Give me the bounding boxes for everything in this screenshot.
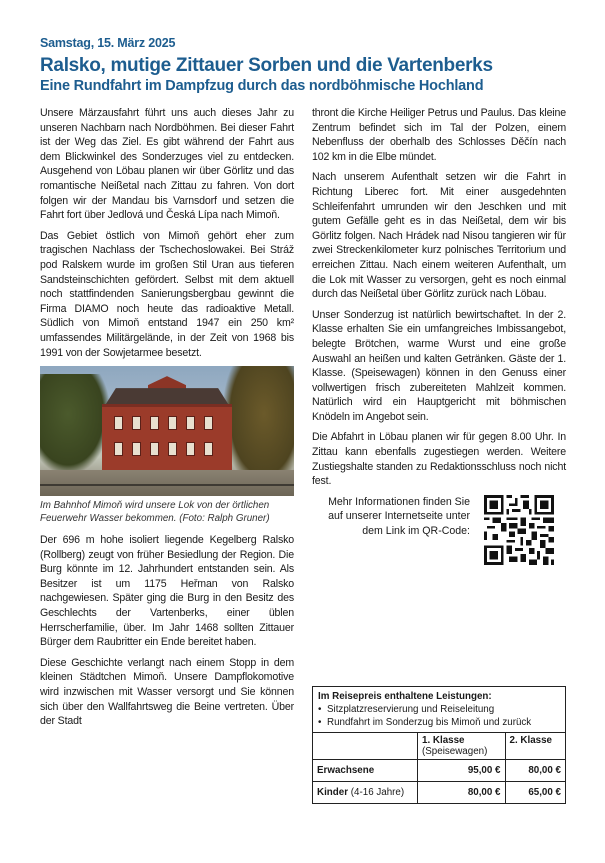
included-services-list [313,703,565,732]
article-subtitle: Eine Rundfahrt im Dampfzug durch das nordböhmische Hochland [40,78,484,94]
paragraph: Nach unserem Aufenthalt setzen wir die Fahrt in Richtung Liberec fort. Mit einer ausgedehnten Schleifenfahrt umrunden wir den Jeschken und mit gutem Gefälle geht es in das Neißetal, dem wir bis Görlitz folgen. Nach Hrádek nad Nisou tangieren wir für zwei Streckenkilometer kurz polnisches Territorium und erreichen Zittau. Nach einem weiteren Aufenthalt, um die Lok mit Wasser zu versorgen, geht es noch einmal durch das Neißetal über Görlitz zurück nach Löbau. [312,171,566,301]
col-first-class-sub: (Speisewagen) [422,746,488,757]
price-table [313,732,565,803]
paragraph: Der 696 m hohe isoliert liegende Kegelberg Ralsko (Rollberg) zeugt von früher Besiedlung der Region. Die Burg könnte im 12. Jahrhundert entstanden sein. Als Besitzer ist um 1175 Heřman von Ralsko nachgewiesen. Später ging die Burg in den Besitz des Geschlechts der Vartenberks, einer üblen Herrscherfamilie, über. Im Jahr 1468 sollten Zittauer Bürger dem Raubritter ein Ende bereitet haben. [40,534,294,649]
article-title: Ralsko, mutige Zittauer Sorben und die Vartenberks [40,55,493,76]
qr-text: Mehr Informationen finden Sie auf unserer Internetseite unter dem Link im QR-Code: [328,495,470,538]
price-first-class: 95,00 € [418,760,506,782]
price-box-heading: Im Reisepreis enthaltene Leistungen: [318,691,492,702]
price-second-class: 65,00 € [505,782,565,804]
qr-code-icon[interactable] [484,495,554,565]
price-first-class: 80,00 € [418,782,506,804]
paragraph: Unsere Märzausfahrt führt uns auch dieses Jahr zu unseren Nachbarn nach Nordböhmen. Bei dieser Fahrt ist der Weg das Ziel. Es gibt während der Fahrt aus dem Blickwinkel des Sonderzuges viel zu entdecken. Ausgehend von Löbau planen wir über Görlitz und das romantische Neißetal nach Zittau zu fahren. Von dort folgen wir der Mandau bis Varnsdorf und setzen die Fahrt fort über Jedlová und Česká Lípa nach Mimoň. [40,107,294,222]
paragraph: Diese Geschichte verlangt nach einem Stopp in dem kleinen Städtchen Mimoň. Unsere Dampflokomotive wird inzwischen mit Wasser versorgt und Sie können sich über den Wallfahrtsweg die Beine vertreten. Über der Stadt [40,656,294,728]
list-item: • Sitzplatzreservierung und Reiseleitung [327,703,560,716]
table-header-row [313,733,565,760]
paragraph: Das Gebiet östlich von Mimoň gehört eher zum tragischen Nachlass der Tschechoslowakei. Bei Stráž pod Ralskem wurde im großen Stil Uran aus tieferen Sandsteinschichten gefördert. Selbst mit dem aktuell noch stattfindenden Sanierungsbergbau gewinnt die Firma DIAMO noch heute das radioaktive Metall. Südlich von Mimoň entstand 1947 ein 250 km² umfassendes Militärgelände, in der Zeit von 1968 bis 1991 von der Sowjetarmee besetzt. [40,229,294,359]
row-label: Erwachsene [317,765,375,776]
col-first-class: 1. Klasse [422,735,465,746]
qr-block [312,495,566,569]
article-date: Samstag, 15. März 2025 [40,36,176,50]
photo-caption: Im Bahnhof Mimoň wird unsere Lok von der örtlichen Feuerwehr Wasser bekommen. (Foto: Ralph Gruner) [40,500,270,525]
right-column [312,106,566,798]
left-column [40,106,294,735]
list-item: • Rundfahrt im Sonderzug bis Mimoň und zurück [327,716,560,729]
paragraph: Unser Sonderzug ist natürlich bewirtschaftet. In der 2. Klasse erhalten Sie ein umfangreiches Imbissangebot, belegte Brötchen, warme Wurst und eine große Auswahl an heißen und kalten Getränken. Gäste der 1. Klasse. (Speisewagen) können in den Genuss einer vollwertigen frisch zubereiteten Mahlzeit kommen. Natürlich wird ein Hauptgericht mit böhmischen Knödeln im Angebot sein. [312,308,566,423]
table-row [313,782,565,804]
price-second-class: 80,00 € [505,760,565,782]
paragraph: thront die Kirche Heiliger Petrus und Paulus. Das kleine Zentrum befindet sich im Tal der Polzen, einem Nebenfluss der oberhalb des Schlosses Děčín nach 102 km in die Elbe mündet. [312,107,566,163]
price-box [312,686,566,804]
row-label-sub: (4-16 Jahre) [350,787,405,798]
table-row [313,760,565,782]
station-photo [40,366,294,496]
row-label: Kinder [317,787,349,798]
col-second-class: 2. Klasse [505,733,565,760]
paragraph: Die Abfahrt in Löbau planen wir für gegen 8.00 Uhr. In Zittau kann ebenfalls zugestiegen werden. Weitere Zustiegshalte standen zu Redaktionsschluss noch nicht fest. [312,431,566,488]
article [40,36,566,798]
